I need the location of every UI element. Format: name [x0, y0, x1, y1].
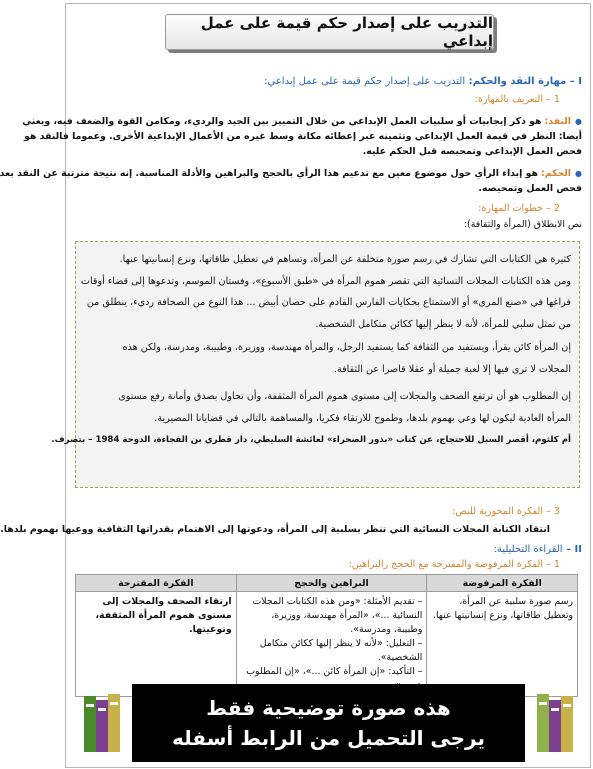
text-line-6: المجلات لا ترى فيها إلا لعبة جميلة أو عقلا قاصرا عن الثقافة.: [333, 364, 571, 375]
document-page: [0, 3, 591, 768]
table-row: [76, 592, 578, 697]
evidence-3: – التأكيد: «إن المرأة كائن ...»، «إن المطلوب: [246, 666, 423, 677]
subheading-steps: [74, 201, 560, 216]
definition-hukm-line-1: [0, 166, 582, 181]
header-rejected: الفكرة المرفوضة: [427, 575, 578, 592]
bullet-icon: ●: [575, 169, 582, 178]
section-2-number: II –: [566, 544, 582, 555]
section-2-label: القراءة التحليلية:: [493, 544, 563, 555]
text-line-1: كثيرة هي الكتابات التي تشارك في رسم صورة متخلفة عن المرأة، وتساهم في تعطيل طاقاتها، ونزع إنسانيتها عنها.: [119, 254, 571, 265]
page-title: التدريب على إصدار حكم قيمة على عمل إبداعي: [165, 14, 494, 50]
subheading-steps-label: 2 – خطوات المهارة:: [478, 203, 560, 214]
hukm-text-1: هو إبداء الرأي حول موضوع معين مع تدعيم هذا الرأي بالحجج والبراهين والأدلة المناسبة. إنه نتيجة مترتبة عن النقد بعد: [0, 168, 538, 179]
definition-naqd-line-2: [24, 129, 582, 144]
analysis-table: [75, 574, 578, 697]
banner-line-1: هذه صورة توضيحية فقط: [206, 696, 451, 720]
definition-hukm-line-2: [74, 181, 582, 196]
watermark-banner: [132, 684, 525, 762]
central-idea-label: 3 – الفكرة المحورية للنص:: [452, 506, 560, 517]
text-label: [74, 217, 582, 232]
text-line-3: فراغها في «صنع المرى» أو الاستمتاع بحكايات الفارس القادم على حصان أبيض ... هذا النوع من الصحافة رديء، ينطلق من: [86, 297, 571, 308]
hukm-text-2: فحص العمل وتمحيصه.: [478, 183, 582, 194]
header-proposed: الفكرة المقترحة: [76, 575, 237, 592]
text-line-8: المرأة العادية ليكون لها وعي بهموم بلدها، وطموح للارتقاء فكريا، والمساهمة بالتالي في قضايانا المصيرية.: [154, 413, 571, 424]
definition-naqd-line-3: [74, 144, 582, 159]
bullet-icon: ●: [575, 117, 582, 126]
definition-naqd-line-1: [22, 114, 582, 129]
subheading-ideas: [74, 557, 560, 572]
text-line-7: إن المطلوب هو أن ترتفع الصحف والمجلات إلى مستوى هموم المرأة المثقفة، وأن تحاول بصدق وأمانة رفع مستوى: [118, 391, 571, 402]
evidence-2: – التعليل: «لأنه لا ينظر إليها ككائن متكامل الشخصية».: [259, 638, 423, 663]
central-idea-text: انتقاد الكتابة المجلات النسائية التي تنظر بسلبية إلى المرأة، ودعوتها إلى الاهتمام بقدراتها الثقافية ووعيها بهموم بلدها.: [0, 524, 550, 535]
source-text-box: [51, 241, 580, 488]
text-line-5: إن المرأة كائن يقرأ، ويستفيد من الثقافة كما يستفيد الرجل، والمرأة مهندسة، ووزيرة، وطبيبة، ومدرسة، ولكن هذه: [122, 342, 571, 353]
text-label-value: نص الانطلاق (المرأة والثقافة):: [463, 219, 582, 230]
term-naqd: النقد:: [544, 116, 572, 127]
section-1-label: مهارة النقد والحكم:: [468, 76, 567, 87]
cell-evidence: [236, 592, 427, 697]
section-2-heading: [74, 542, 582, 557]
naqd-text-3: فحص العمل الإبداعي وتمحيصه قبل الحكم عليه.: [362, 146, 582, 157]
ideas-label: 1 – الفكرة المرفوضة والمقترحة مع الحجج زالبراهين:: [348, 559, 560, 570]
books-icon: [533, 690, 577, 756]
books-icon: [80, 690, 124, 756]
naqd-text-2a: أيضا:: [558, 131, 582, 142]
cell-rejected: رسم صورة سلبية عن المرأة، وتعطيل طاقاتها، ونزع إنسانيتها عنها.: [427, 592, 578, 697]
section-1-number: I –: [569, 76, 582, 87]
header-evidence: البراهين والحجج: [236, 575, 427, 592]
naqd-text-1: هو ذكر إيجابيات أو سلبيات العمل الإبداعي من خلال التمييز بين الجيد والرديء، ومكامن القوة والضعف فيه، ويعني: [22, 116, 542, 127]
evidence-1: – تقديم الأمثلة: «ومن هذه الكتابات المجلات النسائية ...»، «المرأة مهندسة، ووزيرة، وطبيبة، ومدرسة».: [252, 596, 423, 635]
section-1-subtitle: التدريب على إصدار حكم قيمة على عمل إبداعي:: [264, 76, 466, 87]
banner-line-2: يرجى التحميل من الرابط أسفله: [172, 726, 485, 750]
term-hukm: الحكم:: [540, 168, 572, 179]
section-1-heading: [74, 74, 582, 89]
table-header-row: [76, 575, 578, 592]
subheading-definition: [74, 92, 560, 107]
text-line-4: من تمثل سلبي للمرأة، لأنه لا ينظر إليها ككائن متكامل الشخصية.: [315, 319, 571, 330]
naqd-text-2b: النظر في قيمة العمل الإبداعي وتثمينه عبر إعطائه مكانة وسط غيره من الأعمال الإبداعية الأخرى. وعموما فالنقد هو: [24, 131, 556, 142]
cell-proposed: ارتقاء الصحف والمجلات إلى مستوى هموم المرأة المثقفة، وتوعيتها.: [76, 592, 237, 697]
subheading-central-idea: [74, 504, 560, 519]
text-source: أم كلثوم، أقصر السبل للاحتجاج، عن كتاب «بذور الصحراء» لعائشة السليطي، دار قطري بن الفجاءة، الدوحة 1984 – بتصرف.: [51, 435, 571, 445]
subheading-definition-label: 1 – التعريف بالمهارة:: [474, 94, 560, 105]
text-line-2: ومن هذه الكتابات المجلات النسائية التي تقصر هموم المرأة في «طبق الأسبوع»، وفستان الموسم، وتدعوها إلى قضاء أوقات: [80, 276, 571, 287]
